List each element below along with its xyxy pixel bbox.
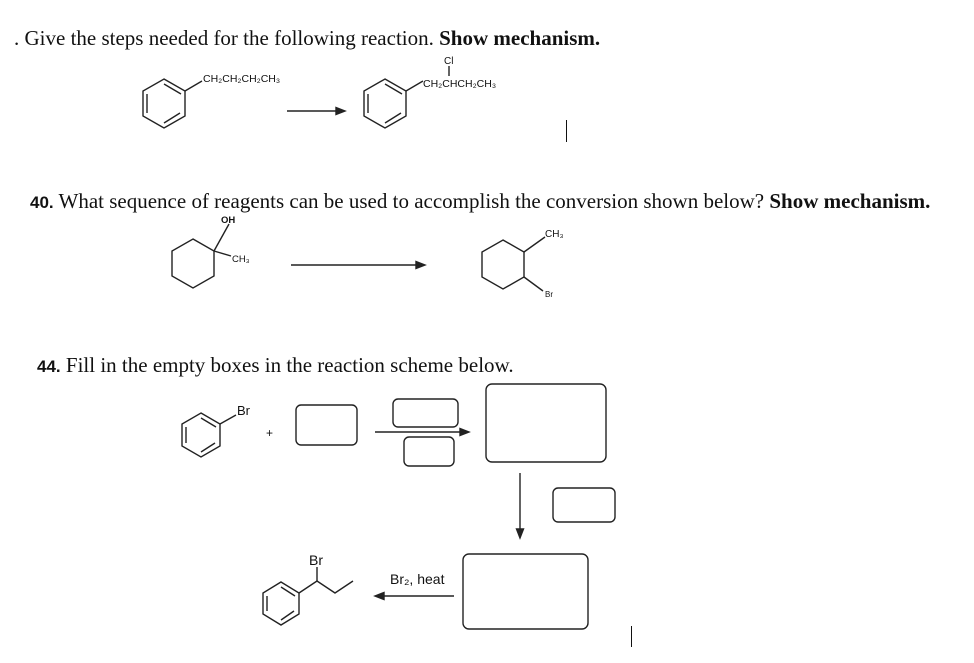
q44-precursor-box[interactable] [463, 554, 588, 629]
q44-vertical-arrow [517, 473, 524, 538]
q40-reaction-arrow [291, 262, 425, 269]
question-1-bold-text: Show mechanism. [439, 26, 601, 50]
q44-product-bromine-label: Br [309, 552, 323, 568]
q40-hydroxyl-label: OH [221, 215, 236, 226]
q1-chlorine-label: Cl [444, 56, 454, 67]
q44-condition-bottom-box[interactable] [404, 437, 454, 466]
question-44-number: 44. [37, 357, 61, 376]
q44-reagent-box[interactable] [296, 405, 357, 445]
q44-product-benzene-ring [263, 582, 299, 625]
q40-product-cyclohexane-ring [482, 237, 545, 291]
q1-product-substituent-label: CH₂CHCH₂CH₃ [423, 78, 497, 90]
q1-product-benzene-ring [364, 66, 449, 128]
question-1-number: . [14, 26, 20, 50]
q44-condition-top-box[interactable] [393, 399, 458, 427]
q1-start-substituent-label: CH₂CH₂CH₂CH₃ [203, 73, 281, 85]
q44-product-side-chain [299, 567, 353, 593]
q40-start-methyl-label: CH₃ [232, 254, 250, 265]
q40-bromine-label: Br [545, 290, 553, 299]
question-40-bold-text: Show mechanism. [769, 189, 931, 213]
q44-plus-sign: + [266, 426, 274, 440]
text-cursor-mark-top [566, 120, 567, 142]
q44-intermediate-box[interactable] [486, 384, 606, 462]
text-cursor-mark-bottom [631, 626, 632, 647]
q1-reaction-arrow [287, 108, 345, 115]
question-44-text: Fill in the empty boxes in the reaction scheme below. [60, 353, 514, 377]
q44-start-benzene-ring [182, 413, 236, 457]
question-1-text: Give the steps needed for the following reaction. [19, 26, 440, 50]
q44-bromination-reagent-label: Br₂, heat [390, 571, 445, 587]
q44-horizontal-arrow [375, 429, 469, 436]
q44-reagent-side-box[interactable] [553, 488, 615, 522]
question-40-number: 40. [30, 193, 54, 212]
q40-product-methyl-label: CH₃ [545, 229, 564, 240]
question-40-text: What sequence of reagents can be used to accomplish the conversion shown below? [53, 189, 770, 213]
q40-start-cyclohexane-ring [172, 224, 231, 288]
q1-benzene-ring [143, 79, 202, 128]
q44-bromination-arrow [375, 593, 454, 600]
q44-start-bromine-label: Br [237, 403, 250, 418]
